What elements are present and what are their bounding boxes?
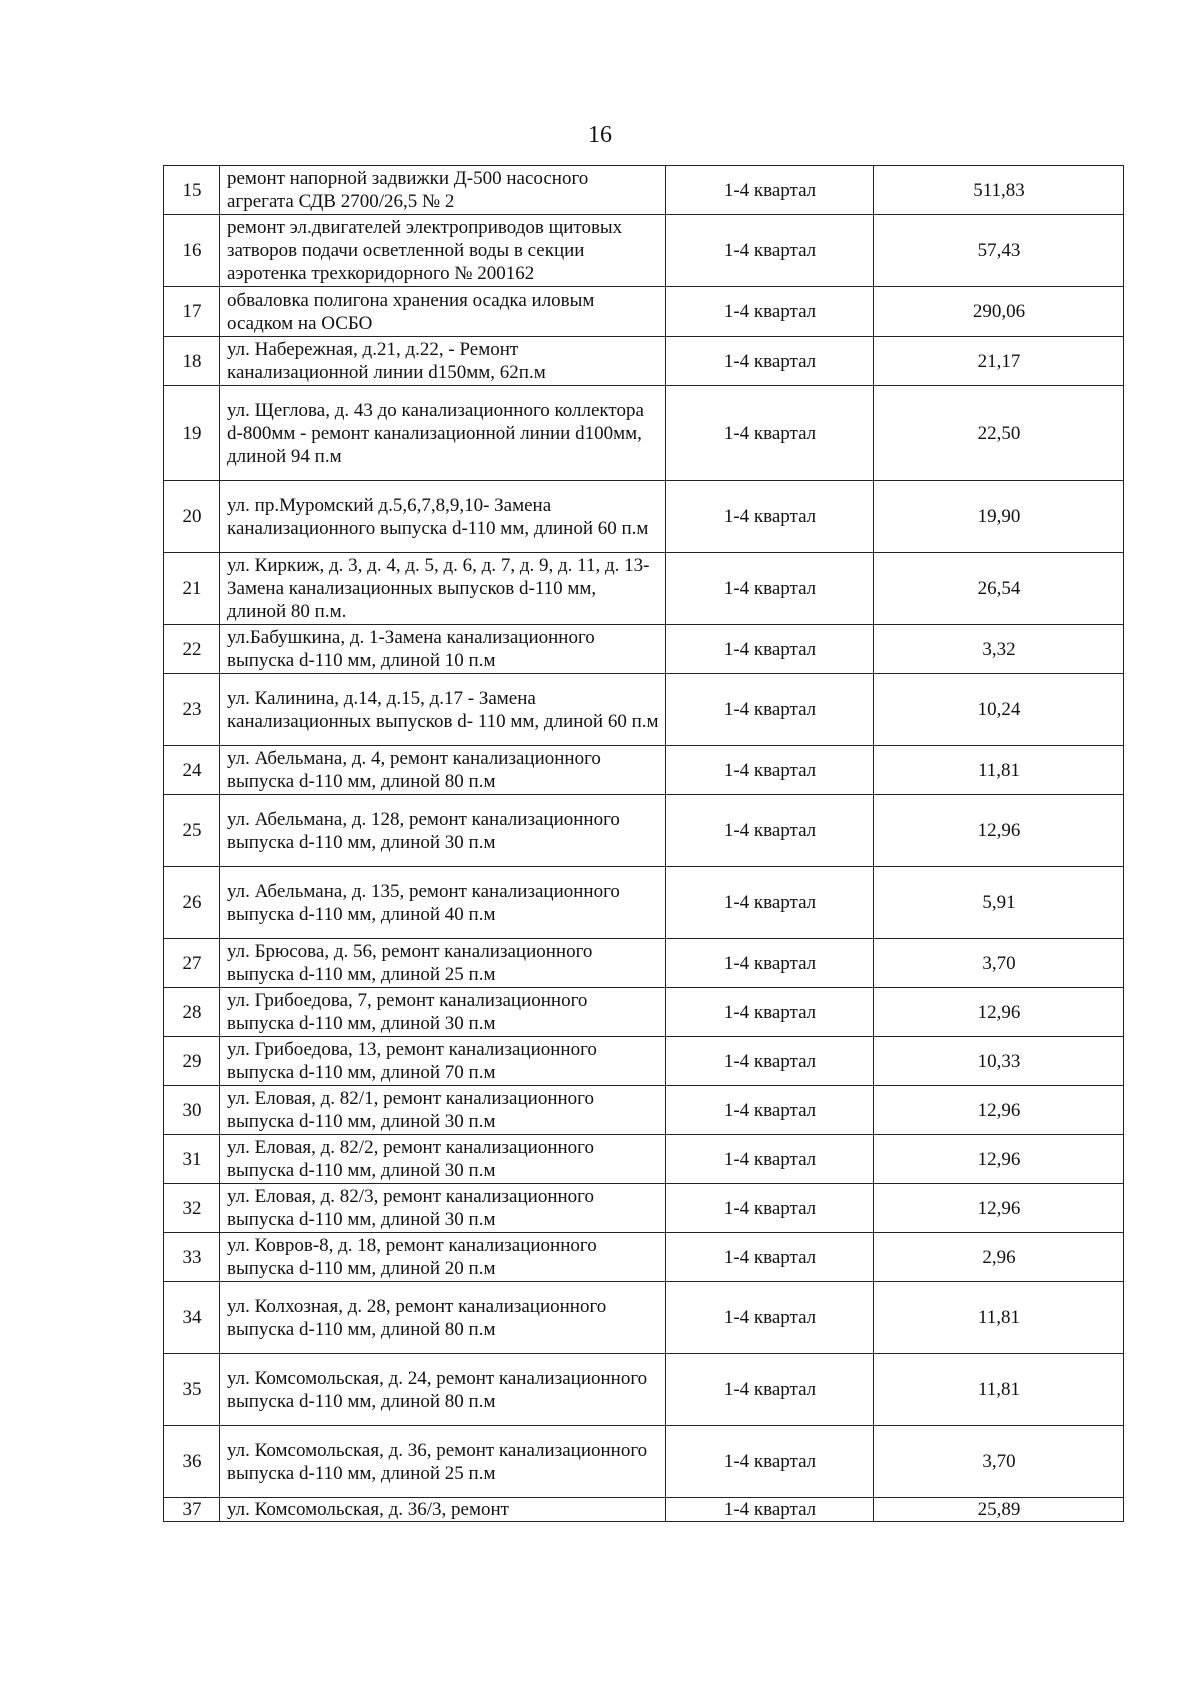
period-cell: 1-4 квартал bbox=[666, 1426, 874, 1498]
period-cell: 1-4 квартал bbox=[666, 287, 874, 337]
amount-cell: 5,91 bbox=[874, 867, 1124, 939]
table-row bbox=[164, 553, 1124, 625]
row-number-cell: 21 bbox=[164, 553, 220, 625]
table-row bbox=[164, 625, 1124, 674]
page-number: 16 bbox=[588, 122, 612, 148]
work-description-cell: ул. Еловая, д. 82/2, ремонт канализационного выпуска d-110 мм, длиной 30 п.м bbox=[220, 1135, 666, 1184]
period-cell: 1-4 квартал bbox=[666, 674, 874, 746]
amount-cell: 3,32 bbox=[874, 625, 1124, 674]
table-row bbox=[164, 1498, 1124, 1522]
work-description-cell: ул. Грибоедова, 7, ремонт канализационного выпуска d-110 мм, длиной 30 п.м bbox=[220, 988, 666, 1037]
work-description-cell: ул. Грибоедова, 13, ремонт канализационного выпуска d-110 мм, длиной 70 п.м bbox=[220, 1037, 666, 1086]
row-number-cell: 31 bbox=[164, 1135, 220, 1184]
amount-cell: 3,70 bbox=[874, 939, 1124, 988]
table-row bbox=[164, 867, 1124, 939]
amount-cell: 25,89 bbox=[874, 1498, 1124, 1522]
table-row bbox=[164, 795, 1124, 867]
row-number-cell: 23 bbox=[164, 674, 220, 746]
amount-cell: 11,81 bbox=[874, 1354, 1124, 1426]
amount-cell: 12,96 bbox=[874, 795, 1124, 867]
table-row bbox=[164, 1233, 1124, 1282]
work-description-cell: ул. Комсомольская, д. 24, ремонт канализационного выпуска d-110 мм, длиной 80 п.м bbox=[220, 1354, 666, 1426]
period-cell: 1-4 квартал bbox=[666, 1282, 874, 1354]
row-number-cell: 33 bbox=[164, 1233, 220, 1282]
table-row bbox=[164, 337, 1124, 386]
period-cell: 1-4 квартал bbox=[666, 215, 874, 287]
amount-cell: 11,81 bbox=[874, 1282, 1124, 1354]
table-row bbox=[164, 1426, 1124, 1498]
work-description-cell: ул. Комсомольская, д. 36, ремонт канализационного выпуска d-110 мм, длиной 25 п.м bbox=[220, 1426, 666, 1498]
amount-cell: 12,96 bbox=[874, 1135, 1124, 1184]
amount-cell: 21,17 bbox=[874, 337, 1124, 386]
table-row bbox=[164, 287, 1124, 337]
work-description-cell: ул. пр.Муромский д.5,6,7,8,9,10- Замена канализационного выпуска d-110 мм, длиной 60 п.м bbox=[220, 481, 666, 553]
row-number-cell: 25 bbox=[164, 795, 220, 867]
amount-cell: 22,50 bbox=[874, 386, 1124, 481]
row-number-cell: 32 bbox=[164, 1184, 220, 1233]
period-cell: 1-4 квартал bbox=[666, 1086, 874, 1135]
period-cell: 1-4 квартал bbox=[666, 867, 874, 939]
row-number-cell: 16 bbox=[164, 215, 220, 287]
amount-cell: 12,96 bbox=[874, 1086, 1124, 1135]
period-cell: 1-4 квартал bbox=[666, 481, 874, 553]
period-cell: 1-4 квартал bbox=[666, 988, 874, 1037]
row-number-cell: 17 bbox=[164, 287, 220, 337]
amount-cell: 10,24 bbox=[874, 674, 1124, 746]
amount-cell: 2,96 bbox=[874, 1233, 1124, 1282]
work-description-cell: ул. Брюсова, д. 56, ремонт канализационного выпуска d-110 мм, длиной 25 п.м bbox=[220, 939, 666, 988]
work-description-cell: ул. Комсомольская, д. 36/3, ремонт bbox=[220, 1498, 666, 1522]
work-description-cell: ул. Киркиж, д. 3, д. 4, д. 5, д. 6, д. 7, д. 9, д. 11, д. 13- Замена канализационных выпусков d-110 мм, длиной 80 п.м. bbox=[220, 553, 666, 625]
table-row bbox=[164, 481, 1124, 553]
row-number-cell: 36 bbox=[164, 1426, 220, 1498]
work-description-cell: ул. Абельмана, д. 135, ремонт канализационного выпуска d-110 мм, длиной 40 п.м bbox=[220, 867, 666, 939]
row-number-cell: 35 bbox=[164, 1354, 220, 1426]
table-row bbox=[164, 215, 1124, 287]
works-table bbox=[163, 165, 1124, 1522]
table-row bbox=[164, 1037, 1124, 1086]
work-description-cell: ул.Бабушкина, д. 1-Замена канализационного выпуска d-110 мм, длиной 10 п.м bbox=[220, 625, 666, 674]
period-cell: 1-4 квартал bbox=[666, 166, 874, 215]
amount-cell: 12,96 bbox=[874, 1184, 1124, 1233]
amount-cell: 19,90 bbox=[874, 481, 1124, 553]
table-row bbox=[164, 988, 1124, 1037]
row-number-cell: 19 bbox=[164, 386, 220, 481]
work-description-cell: ул. Щеглова, д. 43 до канализационного коллектора d-800мм - ремонт канализационной линии d100мм, длиной 94 п.м bbox=[220, 386, 666, 481]
row-number-cell: 34 bbox=[164, 1282, 220, 1354]
row-number-cell: 29 bbox=[164, 1037, 220, 1086]
period-cell: 1-4 квартал bbox=[666, 1037, 874, 1086]
work-description-cell: ул. Абельмана, д. 4, ремонт канализационного выпуска d-110 мм, длиной 80 п.м bbox=[220, 746, 666, 795]
work-description-cell: обваловка полигона хранения осадка иловым осадком на ОСБО bbox=[220, 287, 666, 337]
table-row bbox=[164, 1086, 1124, 1135]
table-row bbox=[164, 166, 1124, 215]
work-description-cell: ул. Ковров-8, д. 18, ремонт канализационного выпуска d-110 мм, длиной 20 п.м bbox=[220, 1233, 666, 1282]
amount-cell: 57,43 bbox=[874, 215, 1124, 287]
row-number-cell: 26 bbox=[164, 867, 220, 939]
row-number-cell: 22 bbox=[164, 625, 220, 674]
work-description-cell: ул. Набережная, д.21, д.22, - Ремонт канализационной линии d150мм, 62п.м bbox=[220, 337, 666, 386]
table-row bbox=[164, 1282, 1124, 1354]
amount-cell: 11,81 bbox=[874, 746, 1124, 795]
period-cell: 1-4 квартал bbox=[666, 625, 874, 674]
row-number-cell: 24 bbox=[164, 746, 220, 795]
amount-cell: 26,54 bbox=[874, 553, 1124, 625]
table-row bbox=[164, 746, 1124, 795]
period-cell: 1-4 квартал bbox=[666, 386, 874, 481]
period-cell: 1-4 квартал bbox=[666, 553, 874, 625]
period-cell: 1-4 квартал bbox=[666, 1354, 874, 1426]
period-cell: 1-4 квартал bbox=[666, 1135, 874, 1184]
amount-cell: 290,06 bbox=[874, 287, 1124, 337]
row-number-cell: 37 bbox=[164, 1498, 220, 1522]
table-row bbox=[164, 674, 1124, 746]
amount-cell: 3,70 bbox=[874, 1426, 1124, 1498]
row-number-cell: 28 bbox=[164, 988, 220, 1037]
row-number-cell: 15 bbox=[164, 166, 220, 215]
period-cell: 1-4 квартал bbox=[666, 337, 874, 386]
period-cell: 1-4 квартал bbox=[666, 939, 874, 988]
period-cell: 1-4 квартал bbox=[666, 1233, 874, 1282]
works-table-body bbox=[164, 166, 1124, 1522]
table-row bbox=[164, 386, 1124, 481]
work-description-cell: ул. Еловая, д. 82/3, ремонт канализационного выпуска d-110 мм, длиной 30 п.м bbox=[220, 1184, 666, 1233]
table-row bbox=[164, 939, 1124, 988]
period-cell: 1-4 квартал bbox=[666, 746, 874, 795]
row-number-cell: 30 bbox=[164, 1086, 220, 1135]
work-description-cell: ул. Колхозная, д. 28, ремонт канализационного выпуска d-110 мм, длиной 80 п.м bbox=[220, 1282, 666, 1354]
amount-cell: 10,33 bbox=[874, 1037, 1124, 1086]
row-number-cell: 20 bbox=[164, 481, 220, 553]
amount-cell: 511,83 bbox=[874, 166, 1124, 215]
table-row bbox=[164, 1135, 1124, 1184]
period-cell: 1-4 квартал bbox=[666, 795, 874, 867]
table-row bbox=[164, 1354, 1124, 1426]
work-description-cell: ул. Абельмана, д. 128, ремонт канализационного выпуска d-110 мм, длиной 30 п.м bbox=[220, 795, 666, 867]
period-cell: 1-4 квартал bbox=[666, 1184, 874, 1233]
table-row bbox=[164, 1184, 1124, 1233]
work-description-cell: ул. Калинина, д.14, д.15, д.17 - Замена канализационных выпусков d- 110 мм, длиной 60 п.м bbox=[220, 674, 666, 746]
work-description-cell: ремонт напорной задвижки Д-500 насосного агрегата СДВ 2700/26,5 № 2 bbox=[220, 166, 666, 215]
period-cell: 1-4 квартал bbox=[666, 1498, 874, 1522]
row-number-cell: 27 bbox=[164, 939, 220, 988]
work-description-cell: ремонт эл.двигателей электроприводов щитовых затворов подачи осветленной воды в секции аэротенка трехкоридорного № 200162 bbox=[220, 215, 666, 287]
amount-cell: 12,96 bbox=[874, 988, 1124, 1037]
work-description-cell: ул. Еловая, д. 82/1, ремонт канализационного выпуска d-110 мм, длиной 30 п.м bbox=[220, 1086, 666, 1135]
row-number-cell: 18 bbox=[164, 337, 220, 386]
